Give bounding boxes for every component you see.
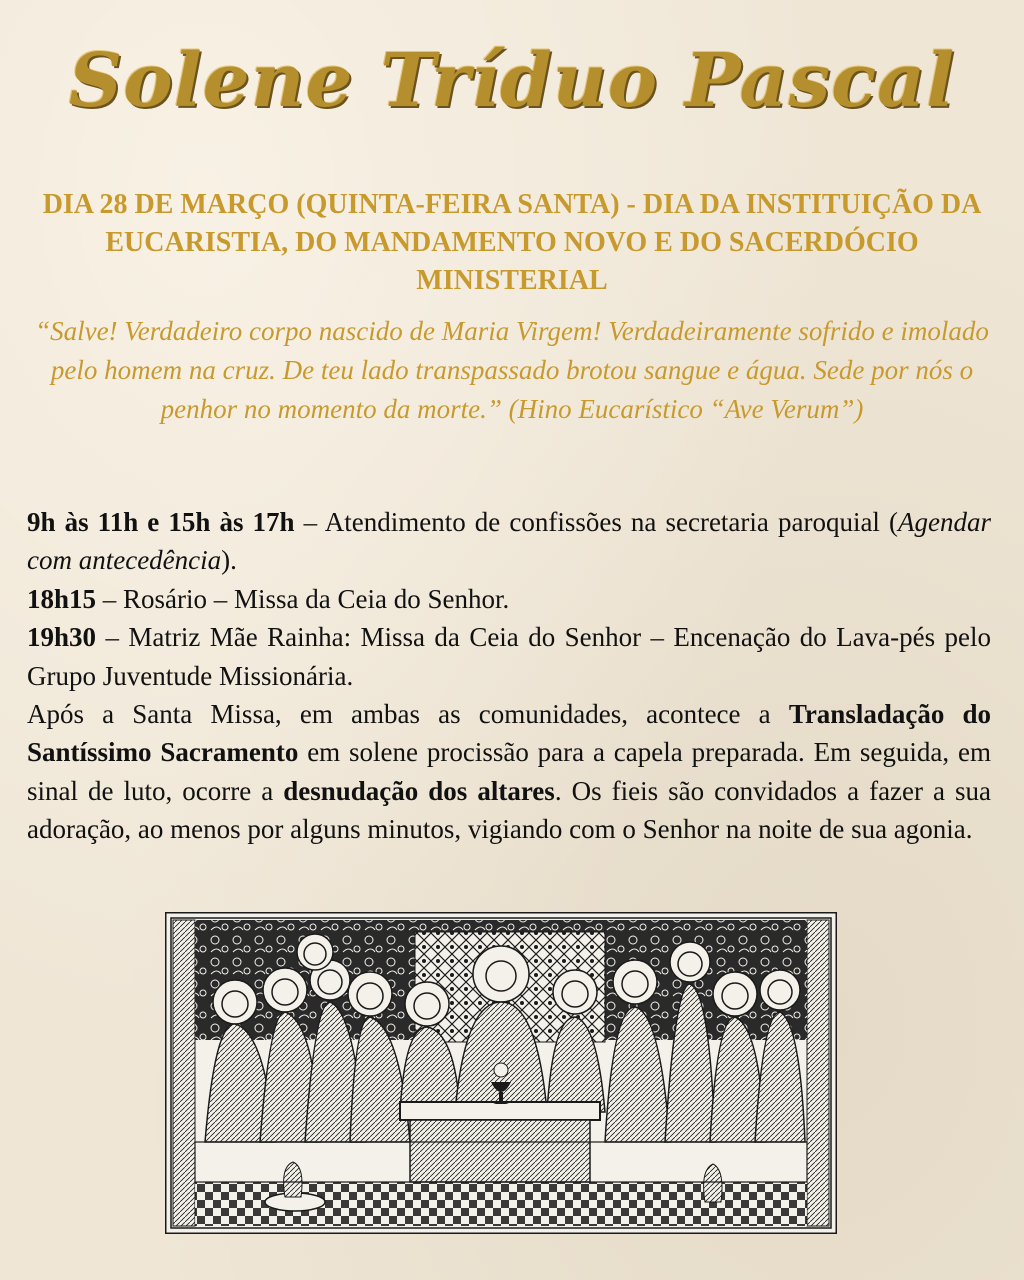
schedule-text-end: ). (221, 545, 237, 576)
closing-text: em solene procissão para a capela preparada. Em seguida, em sinal de luto, ocorre a (27, 737, 991, 806)
schedule-time: 19h30 (27, 622, 97, 653)
last-supper-illustration (165, 912, 837, 1234)
schedule-item-confessions (27, 503, 991, 580)
hymn-quote: “Salve! Verdadeiro corpo nascido de Maria Virgem! Verdadeiramente sofrido e imolado pelo homem na cruz. De teu lado transpassado brotou sangue e água. Sede por nós o penhor no momento da morte.” (Hino Eucarístico “Ave Verum”) (35, 316, 989, 424)
schedule-time: 18h15 (27, 583, 97, 614)
schedule-note: Agendar com antecedência (27, 507, 991, 576)
schedule-text: – Rosário – Missa da Ceia do Senhor. (96, 583, 510, 614)
closing-text: Após a Santa Missa, em ambas as comunidades, acontece a (27, 699, 789, 730)
closing-paragraph (27, 695, 991, 849)
schedule-time: 9h às 11h e 15h às 17h (27, 507, 295, 537)
schedule-text: – Matriz Mãe Rainha: Missa da Ceia do Senhor – Encenação do Lava-pés pelo Grupo Juventude Missionária. (27, 622, 991, 691)
closing-text: . Os fieis são convidados a fazer a sua adoração, ao menos por alguns minutos, vigiando com o Senhor na noite de sua agonia. (27, 775, 992, 845)
schedule-text: – Atendimento de confissões na secretaria paroquial ( (294, 507, 899, 537)
schedule-item-rosario (27, 580, 991, 618)
day-heading: DIA 28 DE MARÇO (QUINTA-FEIRA SANTA) - DIA DA INSTITUIÇÃO DA EUCARISTIA, DO MANDAMENTO NOVO E DO SACERDÓCIO MINISTERIAL (42, 189, 982, 296)
closing-bold-transladacao: Transladação do Santíssimo Sacramento (27, 699, 991, 768)
schedule (27, 503, 991, 849)
closing-bold-desnudacao: desnudação dos altares (283, 775, 555, 806)
schedule-item-matriz (27, 618, 991, 695)
page-title: Solene Tríduo Pascal (68, 38, 956, 124)
